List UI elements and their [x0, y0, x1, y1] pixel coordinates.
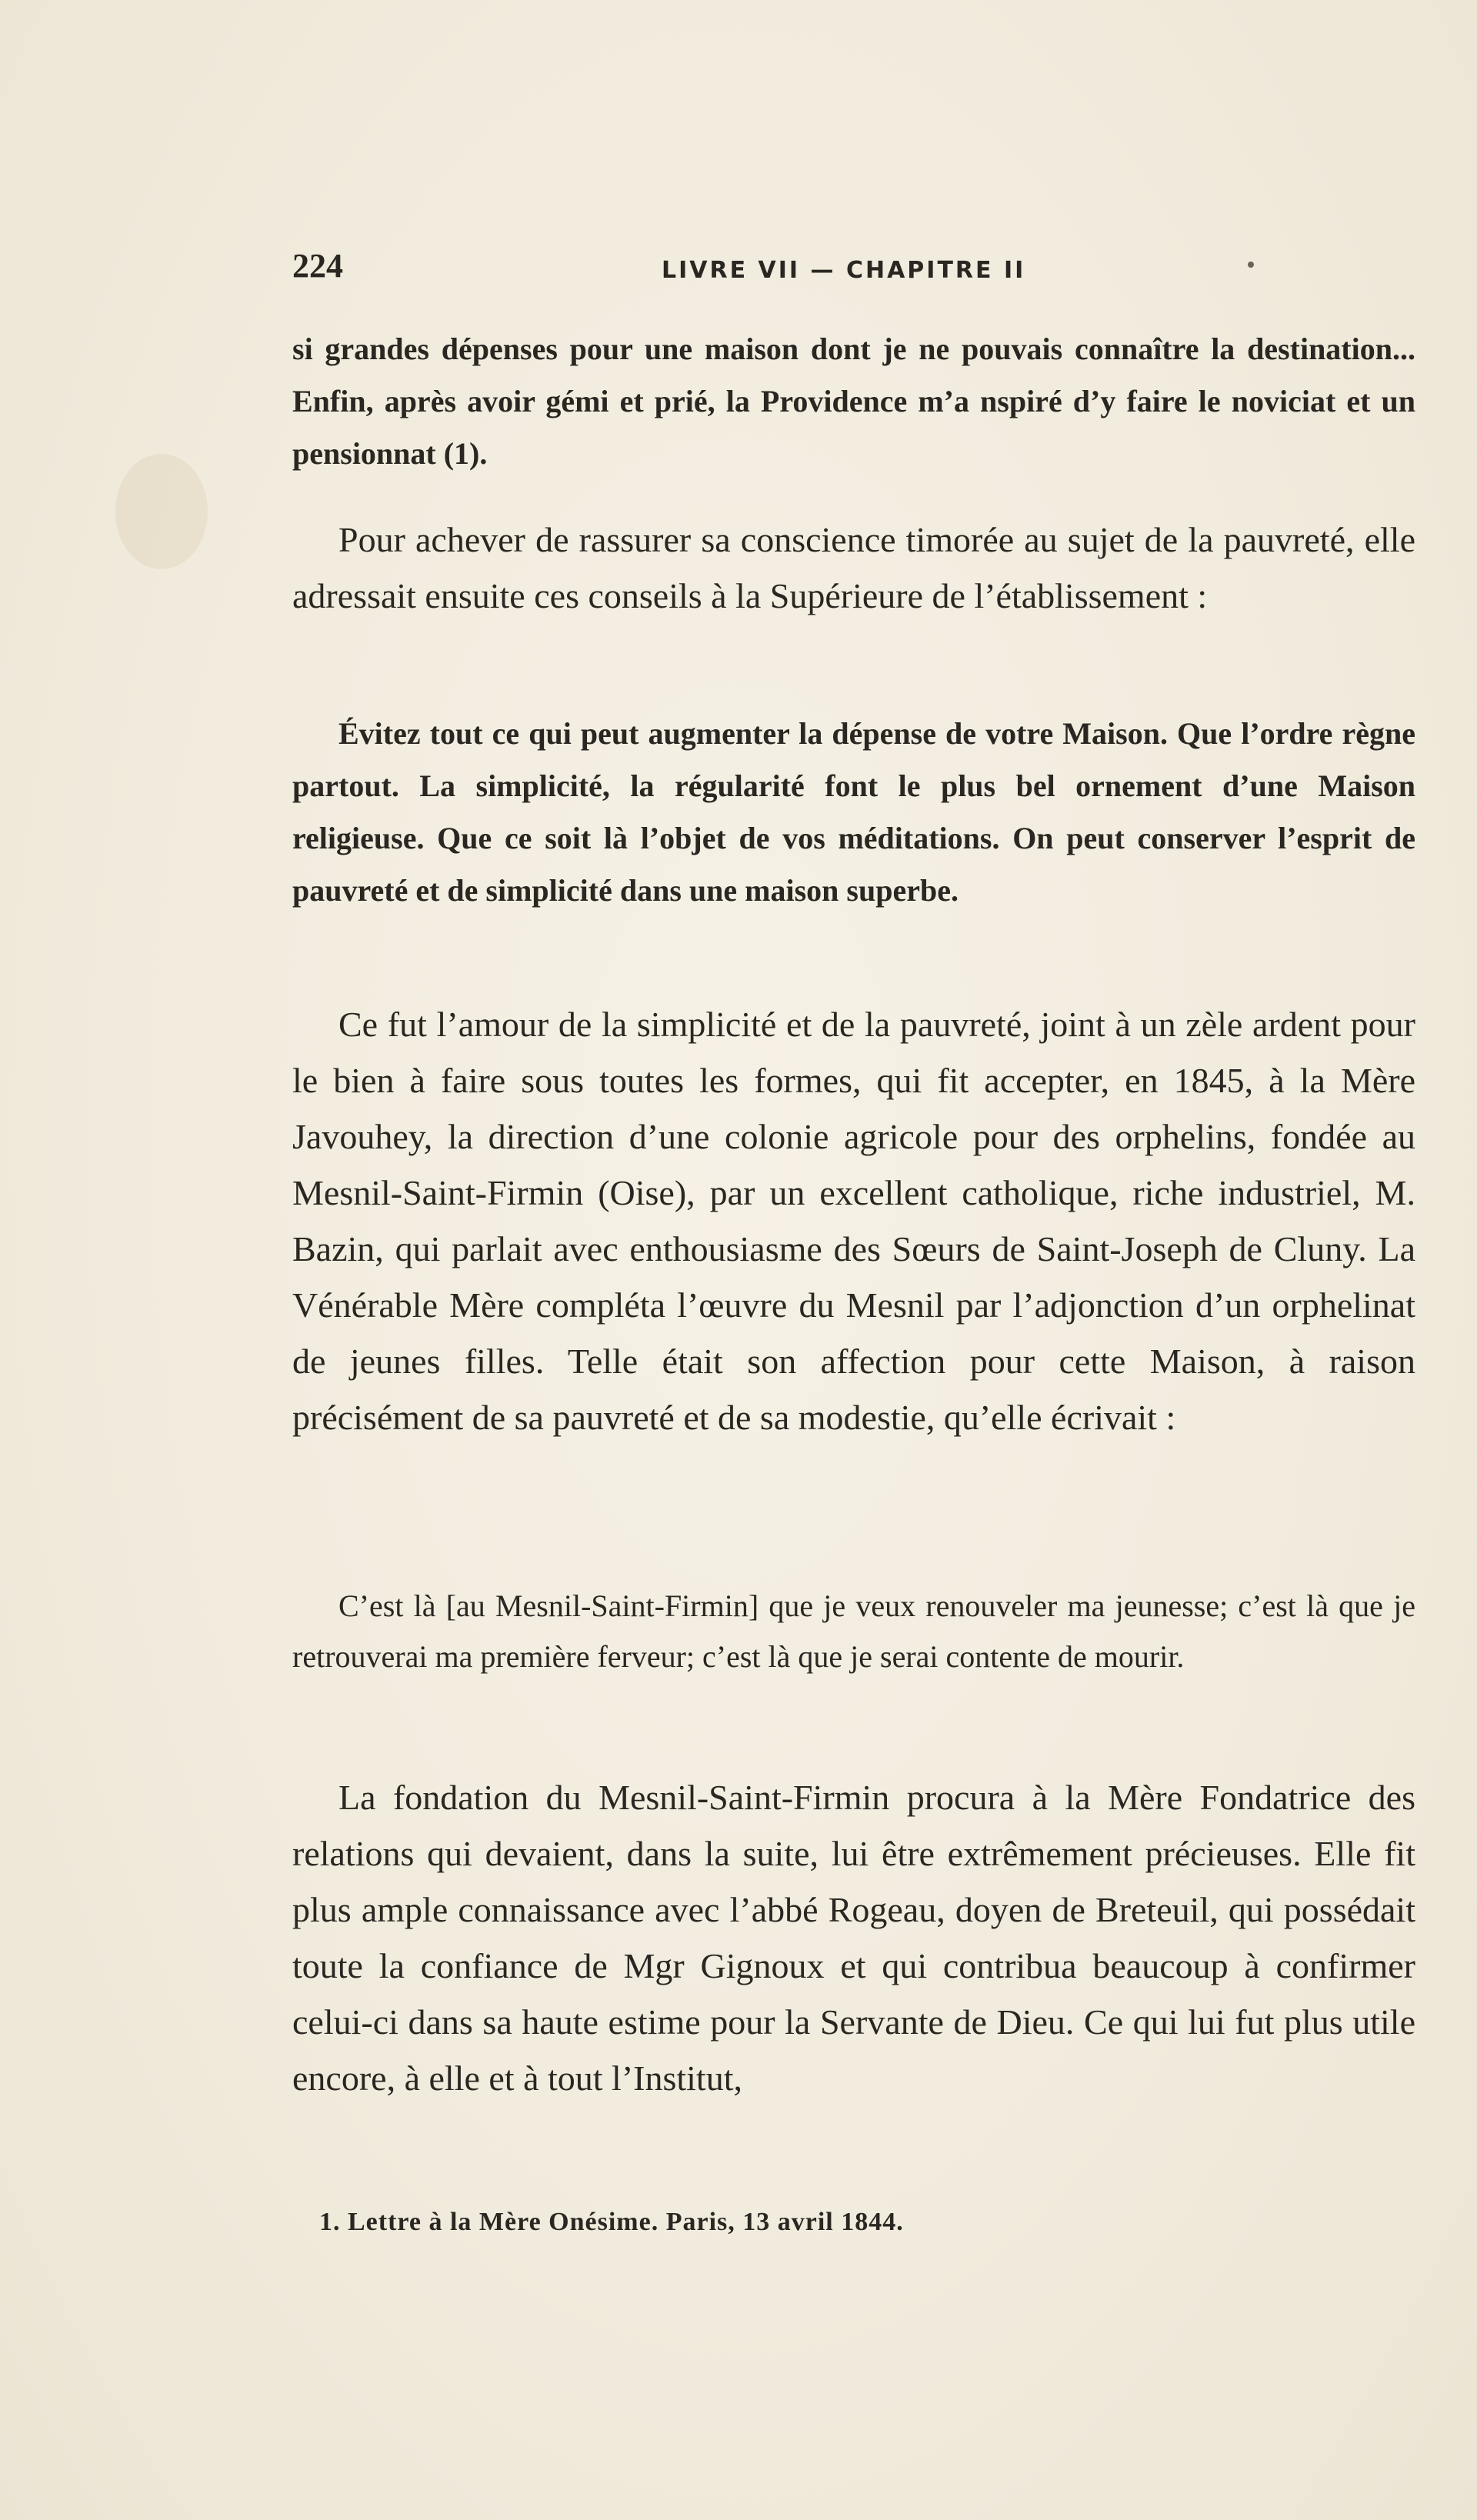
ornament-dot	[1248, 262, 1254, 268]
quote-paragraph-2: Évitez tout ce qui peut augmenter la dépense de votre Maison. Que l’ordre règne partout. La simplicité, la régularité font le plus bel ornement d’une Maison religieuse. Que ce soit là l’objet de vos méditations. On peut conserver l’esprit de pauvreté et de simplicité dans une maison superbe.	[292, 716, 1415, 908]
body-paragraph-2: Ce fut l’amour de la simplicité et de la pauvreté, joint à un zèle ardent pour le bien à faire sous toutes les formes, qui fit accepter, en 1845, à la Mère Javouhey, la direction d’une colonie agricole pour des orphelins, fondée au Mesnil-Saint-Firmin (Oise), par un excellent catholique, riche industriel, M. Bazin, qui parlait avec enthousiasme des Sœurs de Saint-Joseph de Cluny. La Vénérable Mère compléta l’œuvre du Mesnil par l’adjonction d’un orphelinat de jeunes filles. Telle était son affection pour cette Maison, à raison précisément de sa pauvreté et de sa modestie, qu’elle écrivait :	[292, 1005, 1415, 1437]
page-number: 224	[292, 247, 343, 285]
body-paragraph-1: Pour achever de rassurer sa conscience timorée au sujet de la pauvreté, elle adressait ensuite ces conseils à la Supérieure de l’établissement :	[292, 520, 1415, 615]
paper-stain	[115, 454, 208, 569]
body-paragraph-3: La fondation du Mesnil-Saint-Firmin procura à la Mère Fondatrice des relations qui devaient, dans la suite, lui être extrêmement précieuses. Elle fit plus ample connaissance avec l’abbé Rogeau, doyen de Breteuil, qui possédait toute la confiance de Mgr Gignoux et qui contribua beaucoup à confirmer celui-ci dans sa haute estime pour la Servante de Dieu. Ce qui lui fut plus utile encore, à elle et à tout l’Institut,	[292, 1778, 1415, 2098]
running-head: LIVRE VII — CHAPITRE II	[662, 257, 1026, 284]
quote-paragraph-3: C’est là [au Mesnil-Saint-Firmin] que je veux renouveler ma jeunesse; c’est là que je retrouverai ma première ferveur; c’est là que je serai contente de mourir.	[292, 1588, 1415, 1674]
page-header	[292, 246, 1415, 292]
footnote: 1. Lettre à la Mère Onésime. Paris, 13 avril 1844.	[319, 2208, 904, 2236]
quote-paragraph-1: si grandes dépenses pour une maison dont je ne pouvais connaître la destination... Enfin, après avoir gémi et prié, la Providence m’a nspiré d’y faire le noviciat et un pensionnat (1).	[292, 332, 1415, 471]
